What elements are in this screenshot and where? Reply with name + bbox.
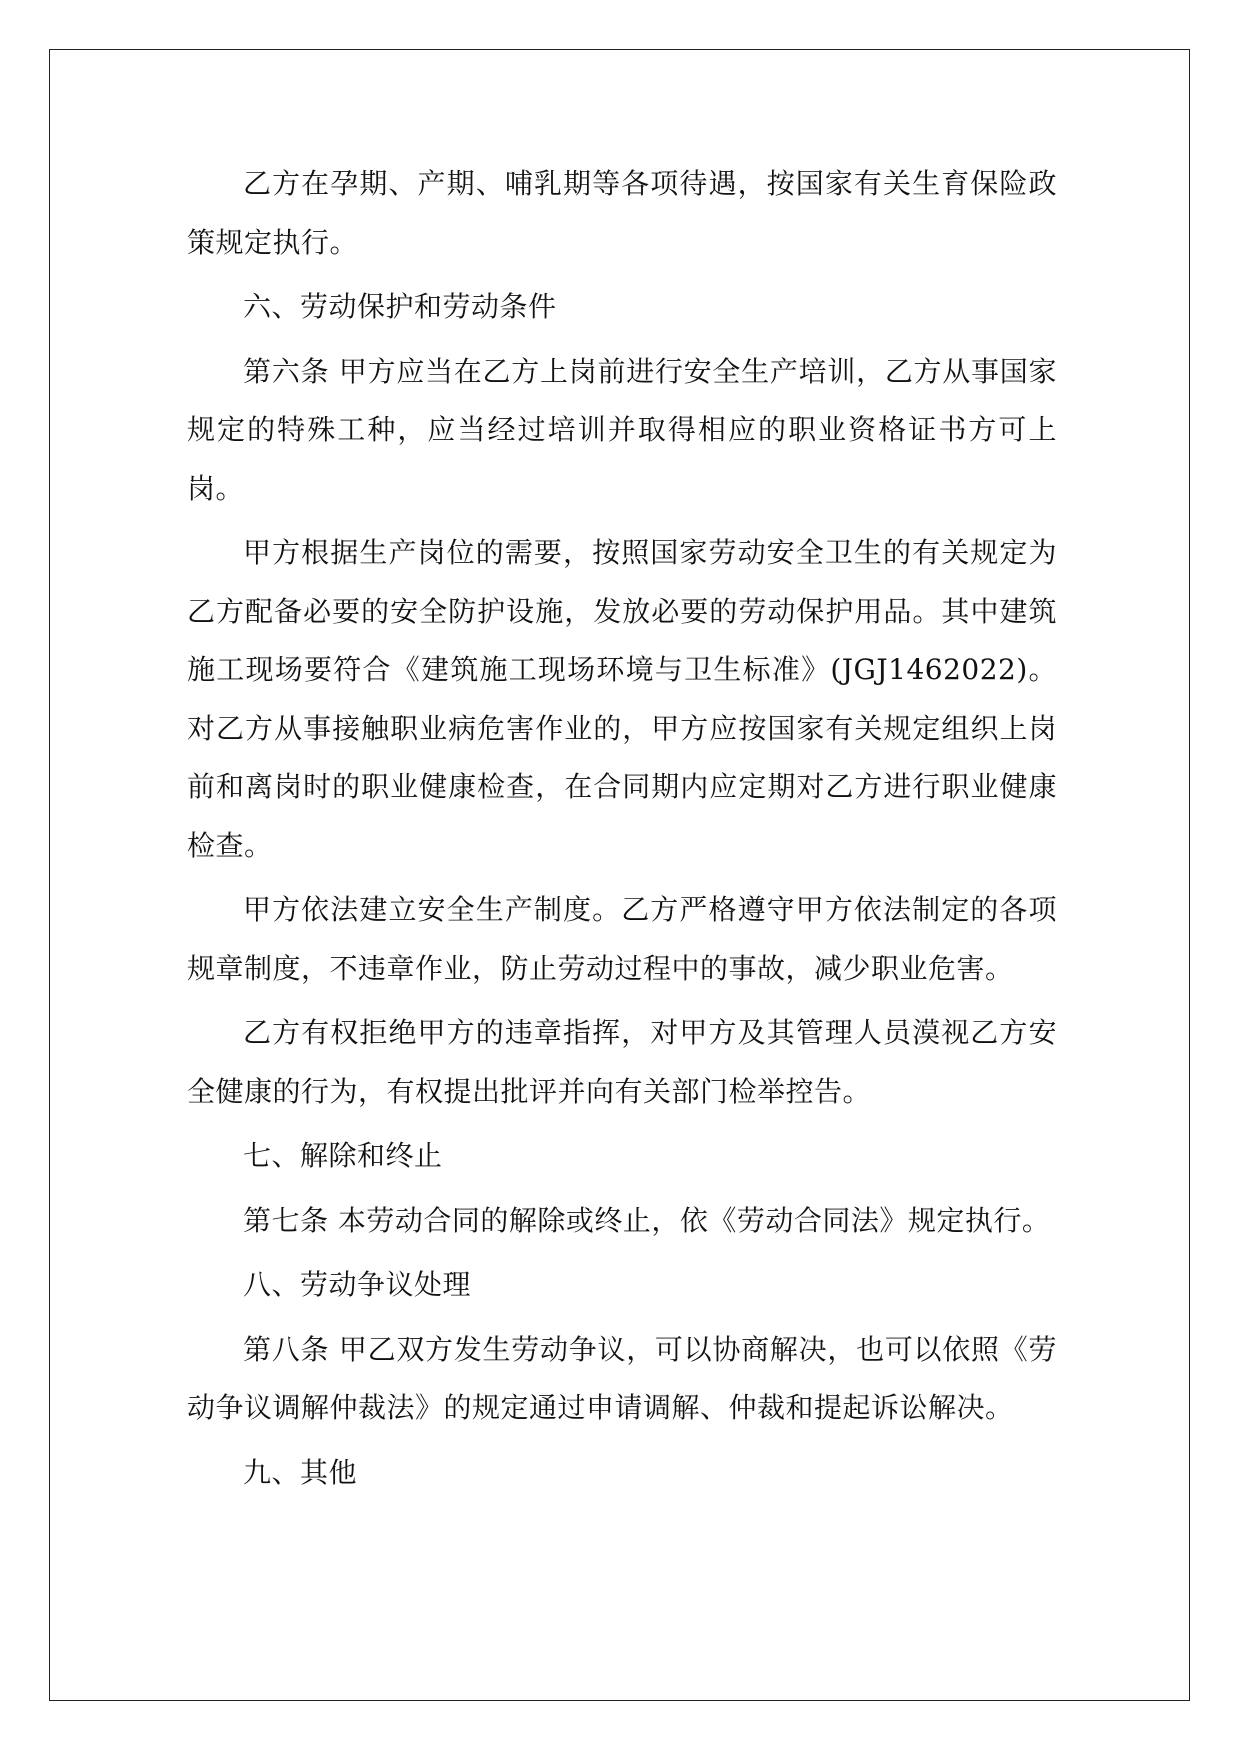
section-heading-labor-protection: 六、劳动保护和劳动条件: [243, 290, 557, 323]
paragraph-safety-equipment: 甲方根据生产岗位的需要，按照国家劳动安全卫生的有关规定为乙方配备必要的安全防护设施，发放必要的劳动保护用品。其中建筑施工现场要符合《建筑施工现场环境与卫生标准》(JGJ1462022)。对乙方从事接触职业病危害作业的，甲方应按国家有关规定组织上岗前和离岗时的职业健康检查，在合同期内应定期对乙方进行职业健康检查。: [187, 536, 1057, 862]
paragraph-maternity-benefits: 乙方在孕期、产期、哺乳期等各项待遇，按国家有关生育保险政策规定执行。: [187, 167, 1057, 259]
paragraph-article-eight: 第八条 甲乙双方发生劳动争议，可以协商解决，也可以依照《劳动争议调解仲裁法》的规定通过申请调解、仲裁和提起诉讼解决。: [187, 1332, 1057, 1424]
paragraph-right-to-refuse: 乙方有权拒绝甲方的违章指挥，对甲方及其管理人员漠视乙方安全健康的行为，有权提出批评并向有关部门检举控告。: [187, 1016, 1057, 1108]
paragraph-article-six: 第六条 甲方应当在乙方上岗前进行安全生产培训，乙方从事国家规定的特殊工种，应当经过培训并取得相应的职业资格证书方可上岗。: [187, 354, 1057, 505]
document-body: [187, 155, 1057, 1502]
paragraph-safety-system: 甲方依法建立安全生产制度。乙方严格遵守甲方依法制定的各项规章制度，不违章作业，防止劳动过程中的事故，减少职业危害。: [187, 893, 1057, 985]
paragraph-article-seven: 第七条 本劳动合同的解除或终止，依《劳动合同法》规定执行。: [243, 1203, 1051, 1237]
section-heading-dispute: 八、劳动争议处理: [243, 1268, 472, 1301]
section-heading-termination: 七、解除和终止: [243, 1139, 443, 1172]
section-heading-other: 九、其他: [243, 1455, 358, 1489]
